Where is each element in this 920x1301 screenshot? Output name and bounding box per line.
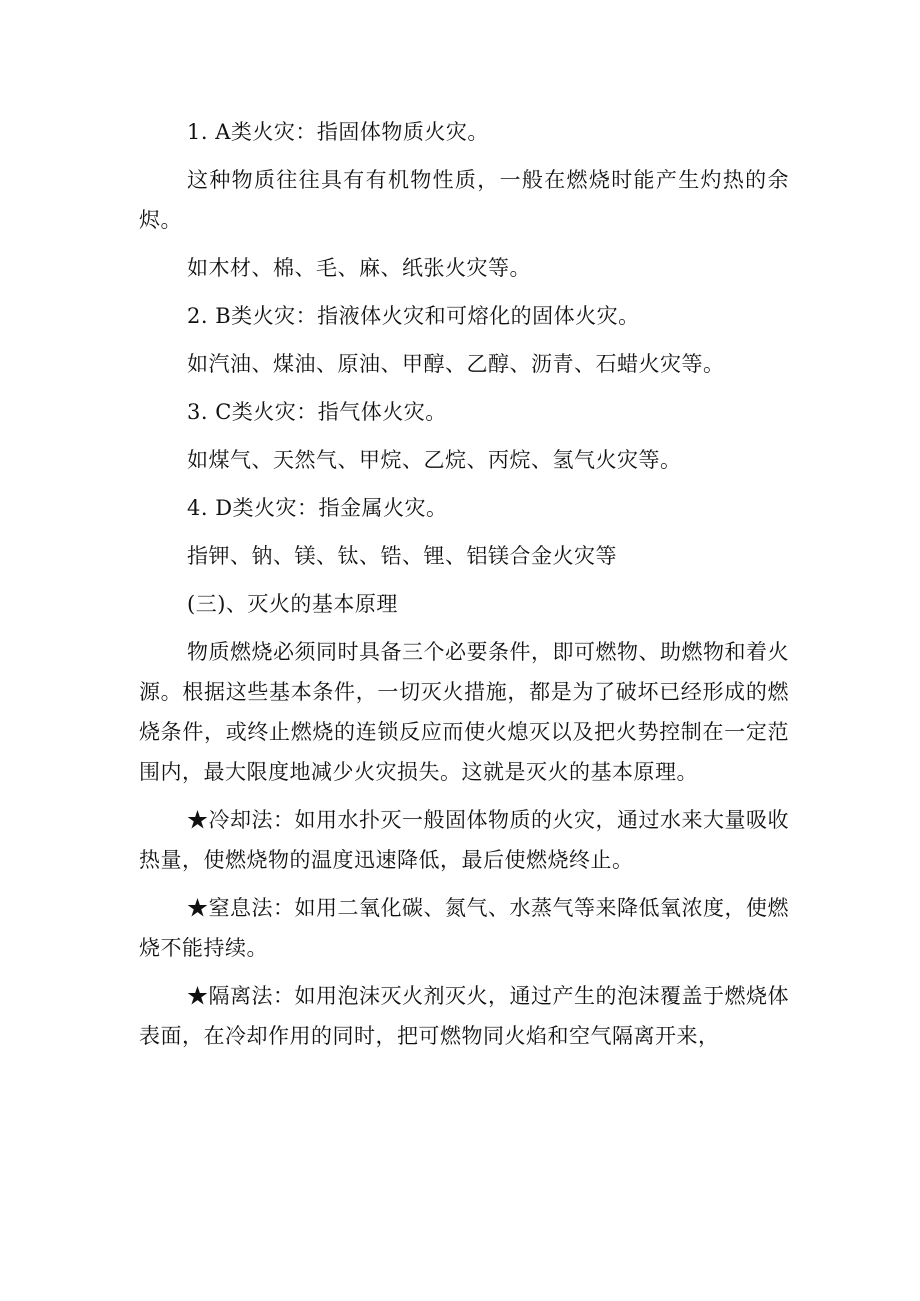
document-body (139, 112, 789, 1056)
paragraph-d-examples: 指钾、钠、镁、钛、锆、锂、铝镁合金火灾等 (187, 544, 617, 568)
paragraph-smothering-method: ★窒息法：如用二氧化碳、氮气、水蒸气等来降低氧浓度，使燃烧不能持续。 (139, 896, 789, 960)
paragraph-isolation-method: ★隔离法：如用泡沫灭火剂灭火，通过产生的泡沫覆盖于燃烧体表面，在冷却作用的同时，把可燃物同火焰和空气隔离开来， (139, 984, 789, 1048)
paragraph-a-class-fire: 1. A类火灾：指固体物质火灾。 (187, 120, 489, 144)
paragraph-cooling-method: ★冷却法：如用水扑灭一般固体物质的火灾，通过水来大量吸收热量，使燃烧物的温度迅速降低，最后使燃烧终止。 (139, 808, 789, 872)
paragraph-b-class-fire: 2. B类火灾：指液体火灾和可熔化的固体火灾。 (187, 304, 640, 328)
paragraph-d-class-fire: 4. D类火灾：指金属火灾。 (187, 496, 448, 520)
section-heading-extinguishing-principle: (三)、灭火的基本原理 (187, 592, 398, 616)
paragraph-c-examples: 如煤气、天然气、甲烷、乙烷、丙烷、氢气火灾等。 (187, 448, 682, 472)
paragraph-organic-nature: 这种物质往往具有有机物性质，一般在燃烧时能产生灼热的余烬。 (139, 168, 789, 232)
paragraph-b-examples: 如汽油、煤油、原油、甲醇、乙醇、沥青、石蜡火灾等。 (187, 352, 725, 376)
paragraph-a-examples: 如木材、棉、毛、麻、纸张火灾等。 (187, 256, 531, 280)
paragraph-c-class-fire: 3. C类火灾：指气体火灾。 (187, 400, 447, 424)
paragraph-principle: 物质燃烧必须同时具备三个必要条件，即可燃物、助燃物和着火源。根据这些基本条件，一切灭火措施，都是为了破坏已经形成的燃烧条件，或终止燃烧的连锁反应而使火熄灭以及把火势控制在一定范围内，最大限度地减少火灾损失。这就是灭火的基本原理。 (139, 640, 789, 784)
